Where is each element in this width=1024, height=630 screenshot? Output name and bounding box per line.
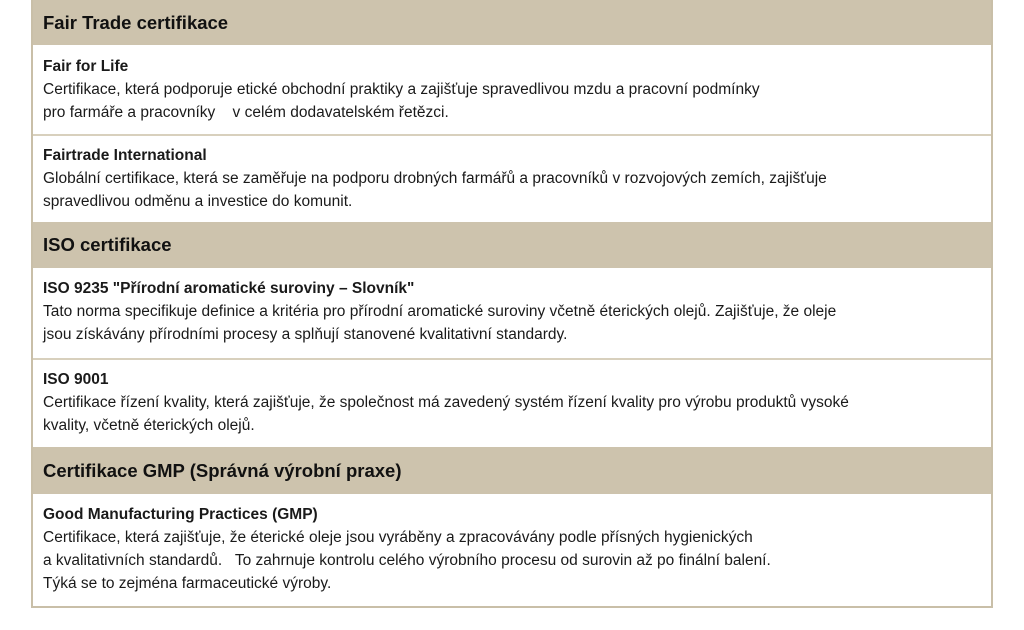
section-header-gmp: Certifikace GMP (Správná výrobní praxe) (33, 447, 991, 494)
cert-desc-line: a kvalitativních standardů. To zahrnuje kontrolu celého výrobního procesu od surovin až po finální balení. (43, 552, 771, 569)
certification-table (31, 0, 993, 608)
cert-desc-line: spravedlivou odměnu a investice do komunit. (43, 193, 353, 210)
cert-title: Good Manufacturing Practices (GMP) (43, 506, 318, 523)
cert-title: Fairtrade International (43, 147, 207, 164)
cert-row-iso-9001 (33, 358, 991, 447)
cert-desc-line: Týká se to zejména farmaceutické výroby. (43, 575, 332, 592)
cert-row-iso-9235 (33, 268, 991, 358)
cert-desc-line: jsou získávány přírodními procesy a splňují stanovené kvalitativní standardy. (43, 326, 568, 343)
cert-desc-line: Globální certifikace, která se zaměřuje na podporu drobných farmářů a pracovníků v rozvojových zemích, zajišťuje (43, 170, 827, 187)
section-header-iso: ISO certifikace (33, 222, 991, 268)
cert-desc-line: Certifikace řízení kvality, která zajišťuje, že společnost má zavedený systém řízení kvality pro výrobu produktů vysoké (43, 394, 849, 411)
section-header-fair-trade: Fair Trade certifikace (33, 0, 991, 45)
cert-row-fair-for-life (33, 45, 991, 134)
cert-title: ISO 9235 "Přírodní aromatické suroviny – Slovník" (43, 280, 415, 297)
cert-title: Fair for Life (43, 58, 129, 75)
cert-desc-line: Certifikace, která zajišťuje, že éterické oleje jsou vyráběny a zpracovávány podle přísných hygienických (43, 529, 753, 546)
cert-row-fairtrade-international (33, 134, 991, 222)
cert-title: ISO 9001 (43, 371, 109, 388)
cert-desc-line: pro farmáře a pracovníky v celém dodavatelském řetězci. (43, 104, 449, 121)
cert-desc-line: Certifikace, která podporuje etické obchodní praktiky a zajišťuje spravedlivou mzdu a pracovní podmínky (43, 81, 760, 98)
cert-row-gmp (33, 494, 991, 606)
cert-desc-line: kvality, včetně éterických olejů. (43, 417, 255, 434)
cert-desc-line: Tato norma specifikuje definice a kritéria pro přírodní aromatické suroviny včetně éterických olejů. Zajišťuje, že oleje (43, 303, 837, 320)
